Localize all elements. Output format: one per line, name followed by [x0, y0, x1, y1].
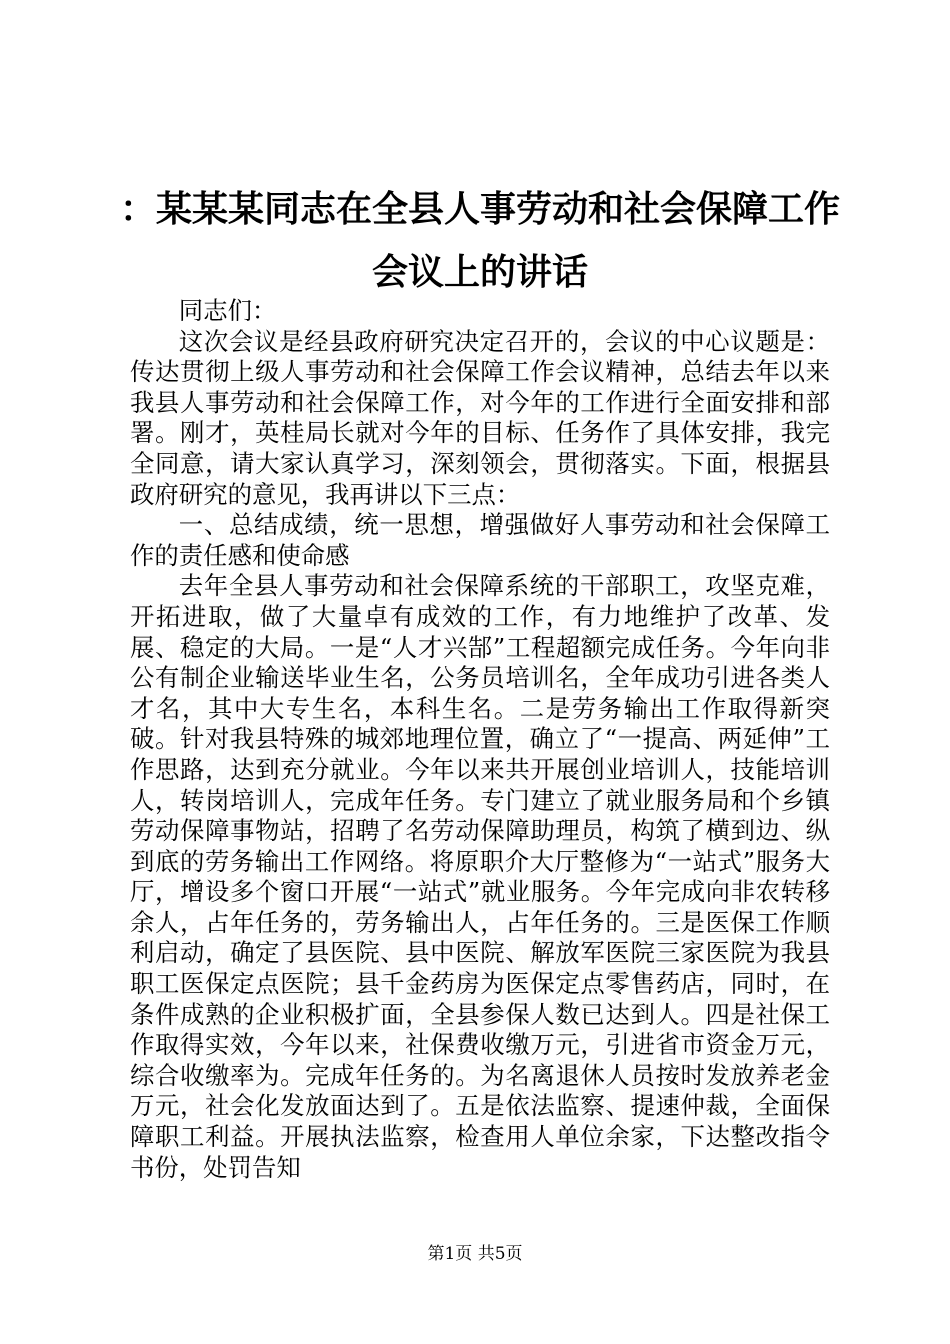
page-footer: 第1页 共5页	[427, 1244, 523, 1264]
salutation-paragraph: 同志们：	[178, 296, 277, 325]
achievements-paragraph: 去年全县人事劳动和社会保障系统的干部职工，攻坚克难，开拓进取，做了大量卓有成效的工作，有力地维护了改革、发展、稳定的大局。一是“人才兴郜”工程超额完成任务。今年向非公有制企业输送毕业生名，公务员培训名，全年成功引进各类人才名，其中大专生名，本科生名。二是劳务输出工作取得新突破。针对我县特殊的城郊地理位置，确立了“一提高、两延伸”工作思路，达到充分就业。今年以来共开展创业培训人，技能培训人，转岗培训人，完成年任务。专门建立了就业服务局和个乡镇劳动保障事物站，招聘了名劳动保障助理员，构筑了横到边、纵到底的劳务输出工作网络。将原职介大厅整修为“一站式”服务大厅，增设多个窗口开展“一站式”就业服务。今年完成向非农转移余人，占年任务的，劳务输出人，占年任务的。三是医保工作顺利启动，确定了县医院、县中医院、解放军医院三家医院为我县职工医保定点医院；县千金药房为医保定点零售药店，同时，在条件成熟的企业积极扩面，全县参保人数已达到人。四是社保工作取得实效，今年以来，社保费收缴万元，引进省市资金万元，综合收缴率为。完成年任务的。为名离退休人员按时发放养老金万元，社会化发放面达到了。五是依法监察、提速仲裁，全面保障职工利益。开展执法监察，检查用人单位余家，下达整改指令书份，处罚告知	[130, 571, 830, 1182]
document-body	[130, 296, 830, 1183]
document-title-line-1: ：某某某同志在全县人事劳动和社会保障工作	[119, 188, 840, 230]
intro-paragraph: 这次会议是经县政府研究决定召开的，会议的中心议题是：传达贯彻上级人事劳动和社会保障工作会议精神，总结去年以来我县人事劳动和社会保障工作，对今年的工作进行全面安排和部署。刚才，英桂局长就对今年的目标、任务作了具体安排，我完全同意，请大家认真学习，深刻领会，贯彻落实。下面，根据县政府研究的意见，我再讲以下三点：	[130, 326, 830, 509]
section-heading-paragraph: 一、总结成绩，统一思想，增强做好人事劳动和社会保障工作的责任感和使命感	[130, 510, 830, 570]
document-title-line-2: 会议上的讲话	[371, 251, 588, 293]
